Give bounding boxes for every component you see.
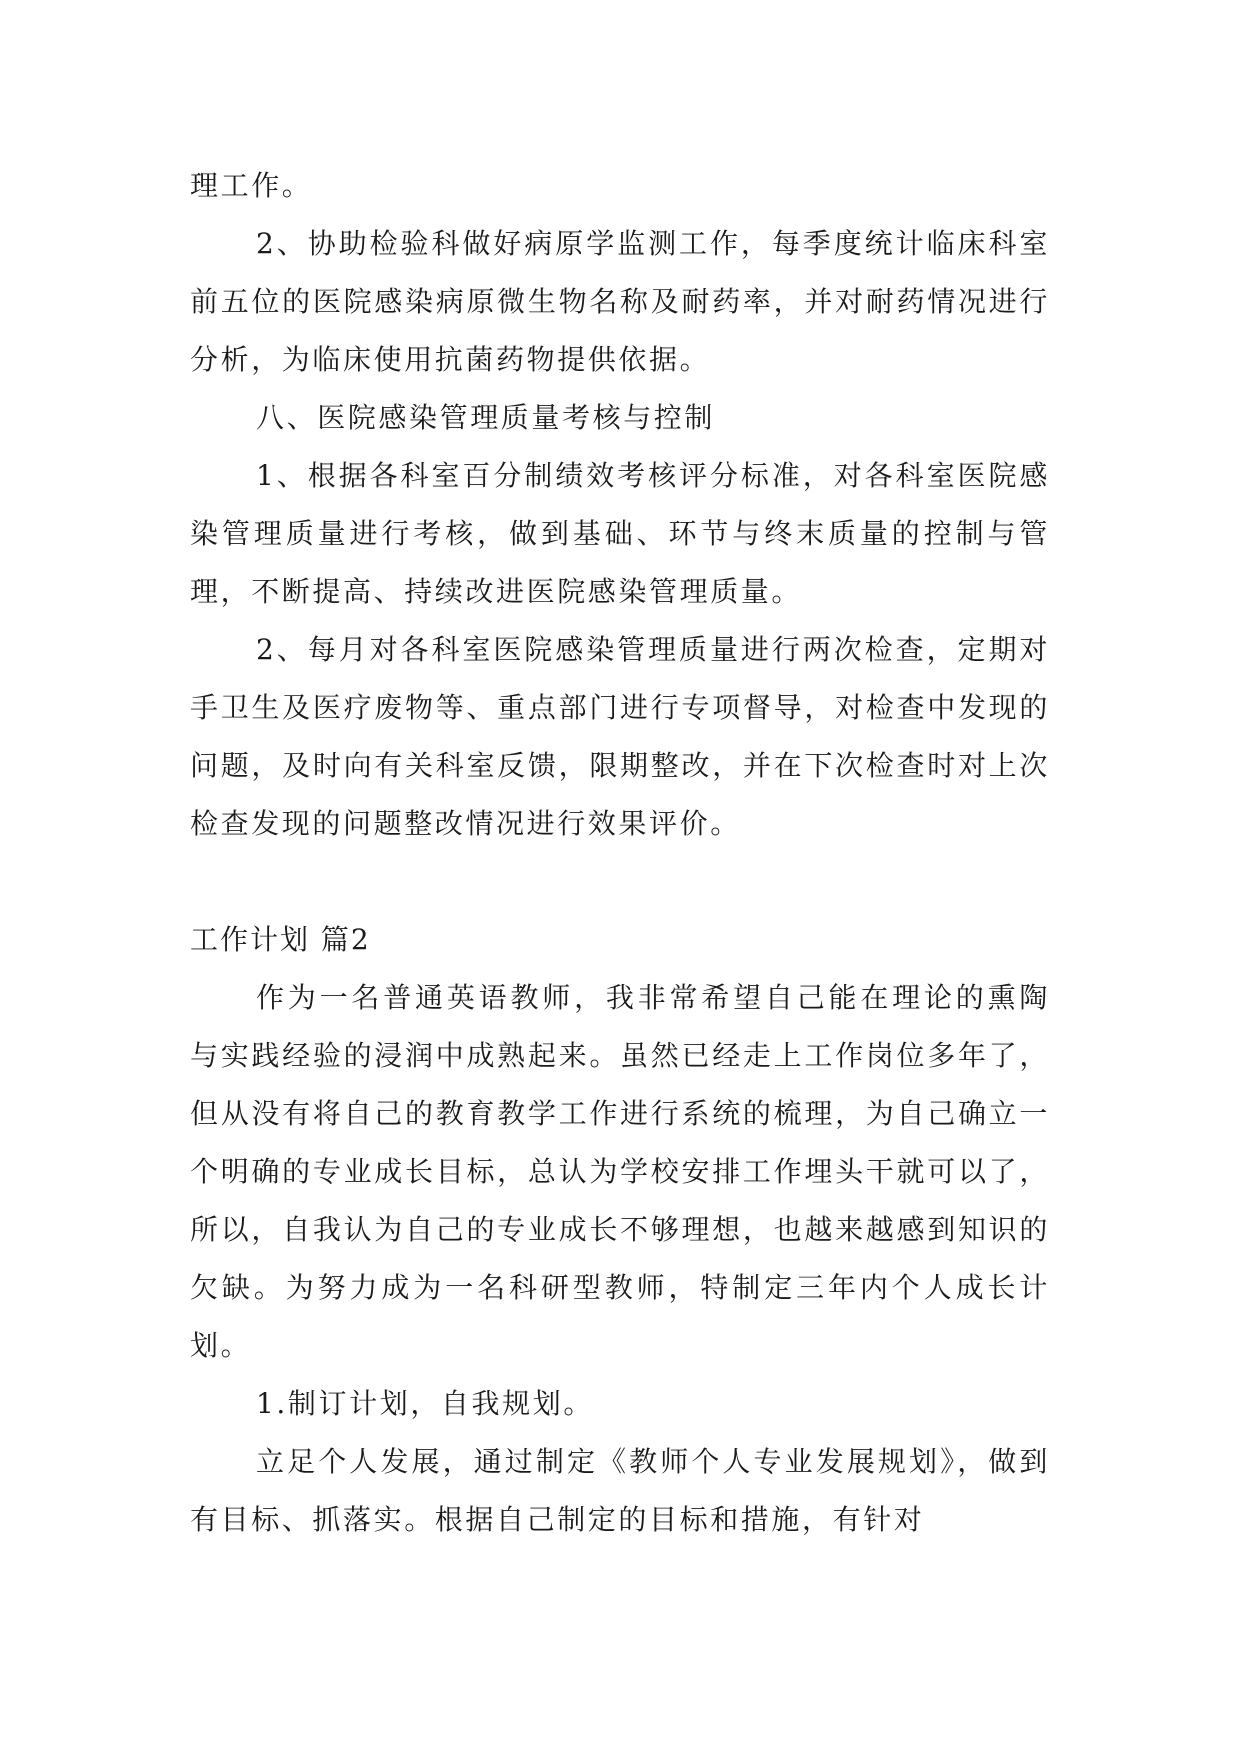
section-gap [190,853,1050,911]
paragraph-intro: 作为一名普通英语教师，我非常希望自己能在理论的熏陶与实践经验的浸润中成熟起来。虽然已经走上工作岗位多年了，但从没有将自己的教育教学工作进行系统的梳理，为自己确立一个明确的专业成长目标，总认为学校安排工作埋头干就可以了，所以，自我认为自己的专业成长不够理想，也越来越感到知识的欠缺。为努力成为一名科研型教师，特制定三年内个人成长计划。 [190,981,1050,1362]
paragraph-monthly-inspection: 2、每月对各科室医院感染管理质量进行两次检查，定期对手卫生及医疗废物等、重点部门进行专项督导，对检查中发现的问题，及时向有关科室反馈，限期整改，并在下次检查时对上次检查发现的问题整改情况进行效果评价。 [190,633,1050,840]
paragraph-pathogen-monitoring: 2、协助检验科做好病原学监测工作，每季度统计临床科室前五位的医院感染病原微生物名称及耐药率，并对耐药情况进行分析，为临床使用抗菌药物提供依据。 [190,227,1050,376]
paragraph-continuation: 理工作。 [190,169,313,202]
paragraph-development: 立足个人发展，通过制定《教师个人专业发展规划》，做到有目标、抓落实。根据自己制定的目标和措施，有针对 [190,1445,1050,1536]
document-body [190,157,1050,1549]
section-heading-quality-control: 八、医院感染管理质量考核与控制 [256,401,716,434]
paragraph-assessment: 1、根据各科室百分制绩效考核评分标准，对各科室医院感染管理质量进行考核，做到基础、环节与终末质量的控制与管理，不断提高、持续改进医院感染管理质量。 [190,459,1050,608]
section-title: 工作计划 篇2 [190,923,371,956]
list-item-plan: 1.制订计划，自我规划。 [256,1387,594,1420]
